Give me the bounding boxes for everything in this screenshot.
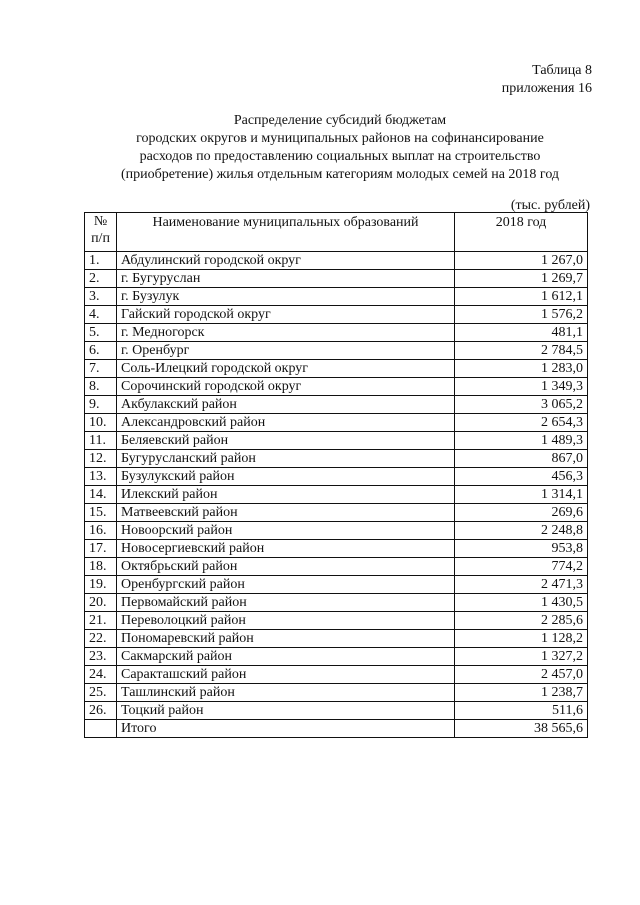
row-name: Октябрьский район (117, 558, 455, 576)
row-value: 456,3 (455, 468, 588, 486)
total-number-cell (85, 720, 117, 738)
table-row (85, 540, 588, 558)
row-number: 3. (85, 288, 117, 306)
row-name: г. Оренбург (117, 342, 455, 360)
table-row (85, 450, 588, 468)
row-number: 12. (85, 450, 117, 468)
table-row (85, 486, 588, 504)
row-name: Акбулакский район (117, 396, 455, 414)
table-row (85, 360, 588, 378)
column-header-number: № п/п (85, 213, 117, 252)
row-name: г. Медногорск (117, 324, 455, 342)
row-value: 1 430,5 (455, 594, 588, 612)
row-number: 24. (85, 666, 117, 684)
row-name: Бузулукский район (117, 468, 455, 486)
row-value: 867,0 (455, 450, 588, 468)
row-name: Первомайский район (117, 594, 455, 612)
table-row (85, 252, 588, 270)
column-header-2018: 2018 год (455, 213, 588, 252)
row-name: Новосергиевский район (117, 540, 455, 558)
row-number: 14. (85, 486, 117, 504)
row-name: Саракташский район (117, 666, 455, 684)
row-value: 1 128,2 (455, 630, 588, 648)
unit-label: (тыс. рублей) (510, 198, 590, 213)
row-name: Абдулинский городской округ (117, 252, 455, 270)
row-value: 2 654,3 (455, 414, 588, 432)
row-number: 8. (85, 378, 117, 396)
total-label: Итого (117, 720, 455, 738)
appendix-number: приложения 16 (501, 81, 592, 96)
table-row (85, 702, 588, 720)
row-value: 1 349,3 (455, 378, 588, 396)
row-value: 1 238,7 (455, 684, 588, 702)
table-row (85, 504, 588, 522)
subsidy-table (84, 212, 588, 738)
table-row (85, 306, 588, 324)
row-number: 18. (85, 558, 117, 576)
table-row (85, 378, 588, 396)
row-name: Оренбургский район (117, 576, 455, 594)
table-number: Таблица 8 (532, 63, 592, 78)
row-number: 25. (85, 684, 117, 702)
row-value: 1 612,1 (455, 288, 588, 306)
row-value: 2 248,8 (455, 522, 588, 540)
row-value: 2 457,0 (455, 666, 588, 684)
table-header-row (85, 213, 588, 252)
row-value: 1 267,0 (455, 252, 588, 270)
row-number: 16. (85, 522, 117, 540)
table-row (85, 666, 588, 684)
row-value: 481,1 (455, 324, 588, 342)
row-value: 2 471,3 (455, 576, 588, 594)
row-name: Ташлинский район (117, 684, 455, 702)
row-number: 13. (85, 468, 117, 486)
row-name: Тоцкий район (117, 702, 455, 720)
total-row (85, 720, 588, 738)
table-row (85, 468, 588, 486)
row-number: 23. (85, 648, 117, 666)
row-number: 17. (85, 540, 117, 558)
row-number: 19. (85, 576, 117, 594)
row-value: 1 489,3 (455, 432, 588, 450)
table-reference (502, 62, 592, 98)
row-value: 1 269,7 (455, 270, 588, 288)
table-row (85, 558, 588, 576)
table-row (85, 396, 588, 414)
table-row (85, 594, 588, 612)
row-value: 269,6 (455, 504, 588, 522)
table-row (85, 630, 588, 648)
row-name: г. Бугуруслан (117, 270, 455, 288)
total-value: 38 565,6 (455, 720, 588, 738)
row-name: г. Бузулук (117, 288, 455, 306)
row-value: 1 283,0 (455, 360, 588, 378)
row-name: Бугурусланский район (117, 450, 455, 468)
table-row (85, 648, 588, 666)
title-line: (приобретение) жилья отдельным категориям молодых семей на 2018 год (120, 167, 560, 182)
title-line: Распределение субсидий бюджетам (233, 113, 447, 128)
row-name: Сорочинский городской округ (117, 378, 455, 396)
row-number: 11. (85, 432, 117, 450)
document-title (70, 112, 610, 184)
row-number: 22. (85, 630, 117, 648)
row-name: Илекский район (117, 486, 455, 504)
table-row (85, 414, 588, 432)
row-number: 5. (85, 324, 117, 342)
row-value: 1 327,2 (455, 648, 588, 666)
title-line: городских округов и муниципальных районов на софинансирование (136, 131, 544, 146)
row-name: Пономаревский район (117, 630, 455, 648)
row-name: Александровский район (117, 414, 455, 432)
row-number: 2. (85, 270, 117, 288)
row-number: 6. (85, 342, 117, 360)
table-row (85, 612, 588, 630)
table-row (85, 288, 588, 306)
row-name: Соль-Илецкий городской округ (117, 360, 455, 378)
row-name: Матвеевский район (117, 504, 455, 522)
row-number: 7. (85, 360, 117, 378)
row-value: 511,6 (455, 702, 588, 720)
row-value: 953,8 (455, 540, 588, 558)
row-number: 26. (85, 702, 117, 720)
row-number: 4. (85, 306, 117, 324)
row-name: Сакмарский район (117, 648, 455, 666)
row-value: 774,2 (455, 558, 588, 576)
row-number: 1. (85, 252, 117, 270)
table-row (85, 270, 588, 288)
row-name: Беляевский район (117, 432, 455, 450)
row-value: 3 065,2 (455, 396, 588, 414)
row-name: Новоорский район (117, 522, 455, 540)
table-row (85, 522, 588, 540)
row-number: 10. (85, 414, 117, 432)
row-number: 9. (85, 396, 117, 414)
row-number: 15. (85, 504, 117, 522)
row-number: 21. (85, 612, 117, 630)
row-name: Переволоцкий район (117, 612, 455, 630)
table-row (85, 432, 588, 450)
table-row (85, 324, 588, 342)
row-value: 2 285,6 (455, 612, 588, 630)
row-number: 20. (85, 594, 117, 612)
row-value: 1 576,2 (455, 306, 588, 324)
column-header-name: Наименование муниципальных образований (117, 213, 455, 252)
row-value: 2 784,5 (455, 342, 588, 360)
table-row (85, 576, 588, 594)
row-value: 1 314,1 (455, 486, 588, 504)
row-name: Гайский городской округ (117, 306, 455, 324)
table-row (85, 342, 588, 360)
table-row (85, 684, 588, 702)
title-line: расходов по предоставлению социальных выплат на строительство (139, 149, 541, 164)
